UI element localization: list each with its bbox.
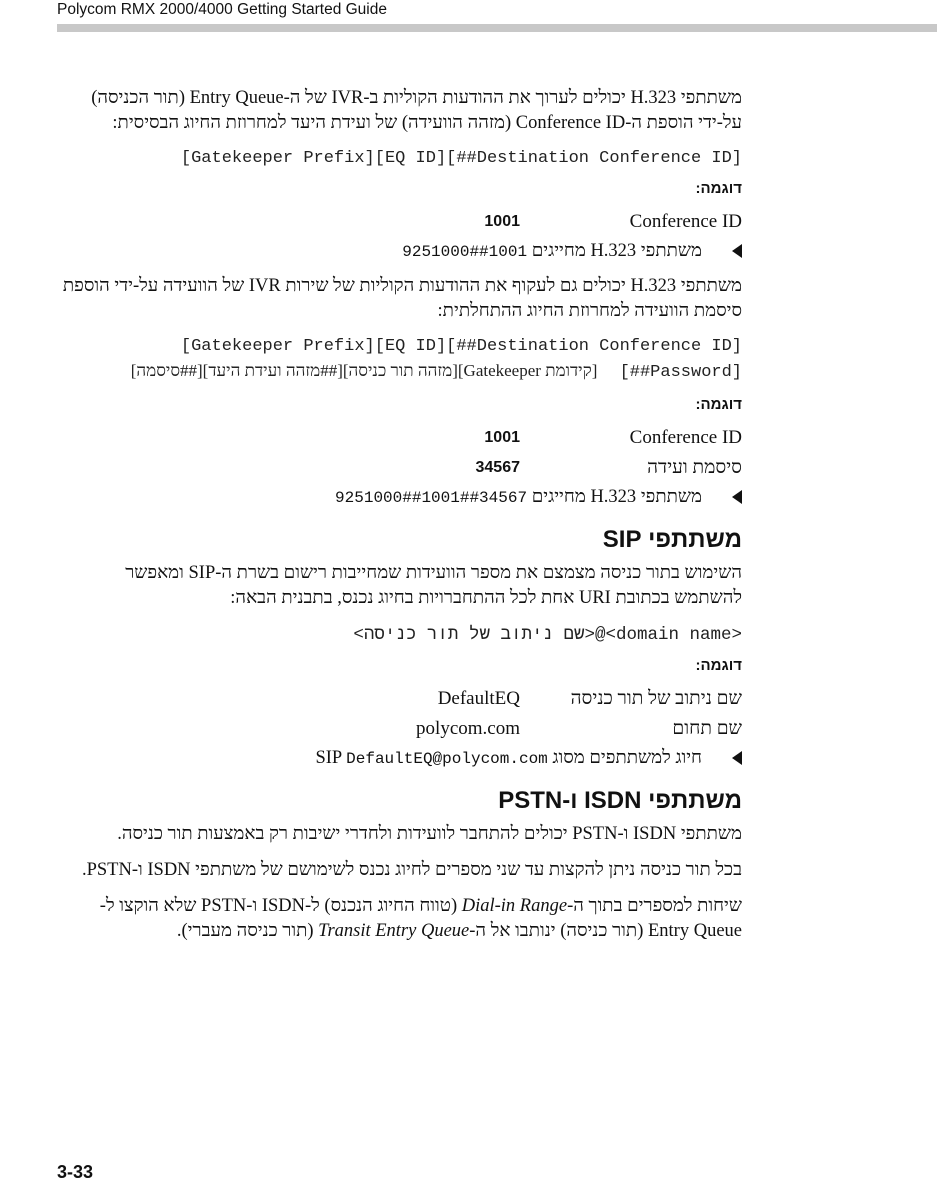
bullet-text: משתתפי H.323 מחייגים bbox=[531, 487, 702, 507]
example-row bbox=[60, 686, 742, 716]
document-title: Polycom RMX 2000/4000 Getting Started Guide bbox=[57, 1, 387, 18]
header-divider-bar bbox=[57, 24, 937, 32]
pstn-paragraph-2: בכל תור כניסה ניתן להקצות עד שני מספרים לחיוג נכנס לשימושם של משתתפי ISDN ו-PSTN. bbox=[81, 860, 742, 880]
bullet-item bbox=[60, 239, 742, 265]
bullet-arrow-icon bbox=[732, 244, 742, 258]
example-row-value: polycom.com bbox=[416, 718, 520, 739]
example-row-label: Conference ID bbox=[629, 427, 742, 448]
example-row-value: 1001 bbox=[484, 213, 520, 230]
example-row-label: שם ניתוב של תור כניסה bbox=[570, 688, 742, 709]
dial-string-format: [Gatekeeper Prefix][EQ ID][##Destination Conference ID] bbox=[180, 149, 742, 168]
dial-string-format-password bbox=[60, 335, 742, 385]
pstn-paragraph-3-part-a: שיחות למספרים בתוך ה- bbox=[567, 896, 742, 916]
dial-string-hebrew: [קידומת Gatekeeper][מזהה תור כניסה][##מזהה ועידת היעד][##סיסמה] bbox=[130, 361, 598, 380]
bullet-arrow-icon bbox=[732, 751, 742, 765]
bullet-arrow-icon bbox=[732, 490, 742, 504]
example-row-value: 1001 bbox=[484, 429, 520, 446]
h323-password-paragraph: משתתפי H.323 יכולים גם לעקוף את ההודעות הקוליות של שירות IVR של הוועידה על-ידי הוספת סיסמת הוועידה למחרוזת החיוג ההתחלתית: bbox=[62, 276, 742, 321]
example-row bbox=[60, 455, 742, 485]
page-content bbox=[60, 86, 742, 955]
example-row bbox=[60, 209, 742, 239]
pstn-paragraph-1: משתתפי ISDN ו-PSTN יכולים להתחבר לוועידות ולחדרי ישיבות רק באמצעות תור כניסה. bbox=[117, 824, 742, 844]
pstn-paragraph-3-part-c: (תור כניסה מעברי). bbox=[176, 921, 319, 941]
bullet-item bbox=[60, 485, 742, 511]
example-label: דוגמה: bbox=[695, 657, 742, 674]
transit-entry-queue-term: Transit Entry Queue bbox=[318, 921, 470, 941]
bullet-text: חיוג למשתתפים מסוג SIP bbox=[315, 748, 702, 768]
dial-string-line-1: [Gatekeeper Prefix][EQ ID][##Destination Conference ID] bbox=[180, 337, 742, 356]
sip-paragraph: השימוש בתור כניסה מצמצם את מספר הוועידות שמחייבות רישום בשרת ה-SIP ומאפשר להשתמש בכתובת URI אחת לכל ההתחברויות בחיוג נכנס, בתבנית הבאה: bbox=[125, 563, 742, 608]
pstn-paragraph-3 bbox=[60, 894, 742, 944]
example-row bbox=[60, 425, 742, 455]
example-label: דוגמה: bbox=[695, 180, 742, 197]
bullet-code: 9251000##1001 bbox=[402, 243, 528, 261]
dial-in-range-term: Dial-in Range bbox=[461, 896, 568, 916]
page-header bbox=[57, 0, 937, 34]
example-row-label: סיסמת ועידה bbox=[647, 457, 742, 478]
bullet-code: 9251000##1001##34567 bbox=[335, 489, 528, 507]
page-number: 3-33 bbox=[57, 1162, 94, 1182]
h323-intro-paragraph: משתתפי H.323 יכולים לערוך את ההודעות הקוליות ב-IVR של ה-Entry Queue (תור הכניסה) על-ידי הוספת ה-Conference ID (מזהה הוועידה) של ועידת היעד למחרוזת החיוג הבסיסית: bbox=[91, 88, 742, 133]
sip-uri-format: <שם ניתוב של תור כניסה>@<domain name> bbox=[353, 625, 742, 645]
bullet-item bbox=[60, 746, 742, 772]
bullet-text: משתתפי H.323 מחייגים bbox=[531, 241, 702, 261]
example-row-value: 34567 bbox=[475, 459, 520, 476]
dial-string-line-2 bbox=[60, 359, 742, 385]
bullet-code: DefaultEQ@polycom.com bbox=[346, 750, 548, 768]
example-row-label: שם תחום bbox=[672, 718, 742, 739]
section-heading-sip: משתתפי SIP bbox=[602, 526, 742, 553]
pstn-paragraph-3-part-b: (טווח החיוג הנכנס) ל-ISDN ו-PSTN שלא הוקצו ל-Entry Queue (תור כניסה) ינותבו אל ה- bbox=[99, 896, 742, 941]
example-row bbox=[60, 716, 742, 746]
example-row-label: Conference ID bbox=[629, 211, 742, 232]
example-label: דוגמה: bbox=[695, 396, 742, 413]
example-row-value: DefaultEQ bbox=[437, 688, 520, 709]
dial-string-password: [##Password] bbox=[619, 363, 742, 382]
section-heading-isdn-pstn: משתתפי ISDN ו-PSTN bbox=[498, 787, 742, 814]
